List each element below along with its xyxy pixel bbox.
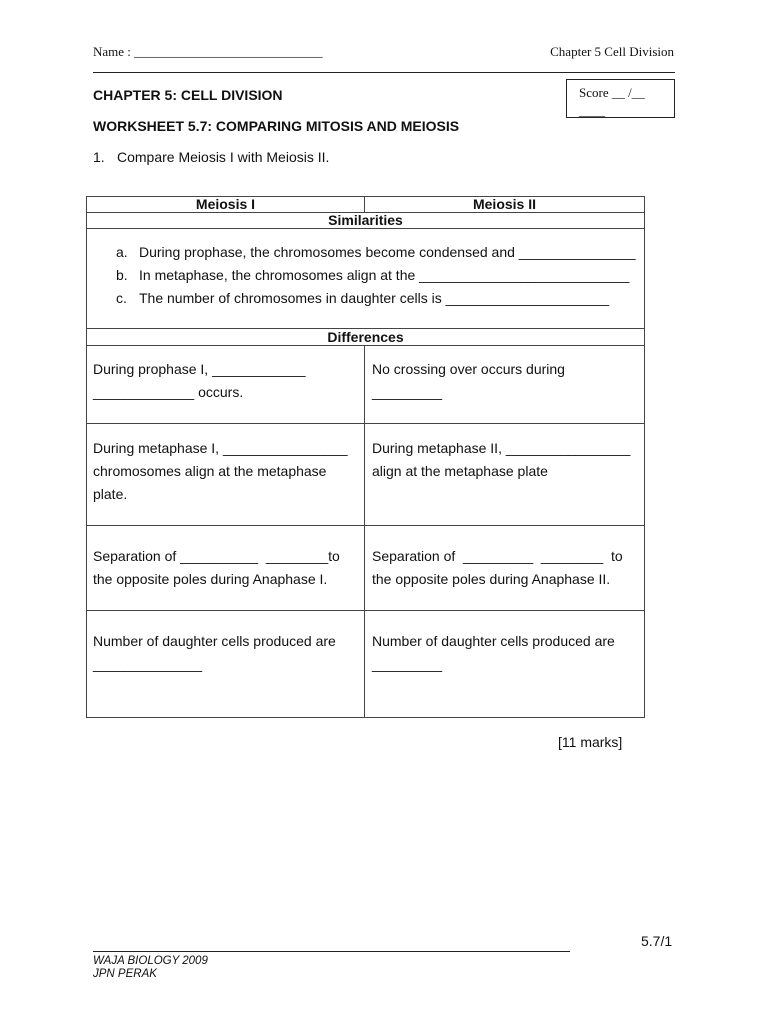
cell-line: Number of daughter cells produced are [93,633,336,649]
running-header-chapter: Chapter 5 Cell Division [550,44,674,59]
cell-line: the opposite poles during Anaphase I. [93,571,328,587]
meiosis-2-cell [365,611,644,717]
cell-line: Separation of __________ ________to [93,548,340,564]
column-header-meiosis-2: Meiosis II [472,196,537,212]
cell-line: No crossing over occurs during [372,361,565,377]
name-field-label: Name : _____________________________ [93,44,323,59]
score-line-1: Score __ /__ [579,85,645,100]
differences-heading-row [87,329,644,346]
cell-line: align at the metaphase plate [372,463,548,479]
similarities-list [87,229,644,329]
cell-line: _____________ occurs. [93,384,244,400]
cell-line: Number of daughter cells produced are [372,633,615,649]
worksheet-title: WORKSHEET 5.7: COMPARING MITOSIS AND MEIOSIS [93,118,460,134]
cell-line: plate. [93,486,128,502]
meiosis-1-cell [87,346,365,423]
list-item [116,287,644,310]
meiosis-2-cell [365,424,644,525]
meiosis-2-cell [365,346,644,423]
list-marker: b. [116,267,128,283]
question-number: 1. [93,149,105,165]
list-item [116,264,644,287]
meiosis-1-cell [87,424,365,525]
list-item [116,241,644,264]
table-row [87,611,644,717]
differences-heading: Differences [327,329,404,345]
list-item-text: The number of chromosomes in daughter cells is _____________________ [139,290,610,306]
cell-line: the opposite poles during Anaphase II. [372,571,611,587]
meiosis-1-cell [87,611,365,717]
cell-line: ______________ [93,656,203,672]
footer-line-2: JPN PERAK [93,968,157,980]
total-marks: [11 marks] [558,734,623,750]
chapter-title: CHAPTER 5: CELL DIVISION [93,87,283,103]
score-line-2: ____ [579,103,605,118]
table-header-row [87,197,644,213]
table-row [87,424,644,526]
cell-line: _________ [372,656,443,672]
cell-line: Separation of _________ ________ to [372,548,623,564]
cell-line: During metaphase II, ________________ [372,440,631,456]
meiosis-1-cell [87,526,365,610]
question-text: Compare Meiosis I with Meiosis II. [117,149,330,165]
similarities-heading: Similarities [328,212,403,228]
comparison-table [86,196,645,718]
header-rule [93,72,675,73]
column-header-meiosis-1: Meiosis I [87,197,365,212]
similarities-heading-row [87,213,644,229]
list-item-text: During prophase, the chromosomes become condensed and _______________ [139,244,636,260]
list-marker: a. [116,244,128,260]
cell-line: chromosomes align at the metaphase [93,463,327,479]
table-row [87,526,644,611]
footer-rule [93,951,570,952]
list-item-text: In metaphase, the chromosomes align at the ___________________________ [139,267,630,283]
meiosis-2-cell [365,526,644,610]
page-number: 5.7/1 [641,933,673,949]
footer-line-1: WAJA BIOLOGY 2009 [93,955,208,967]
cell-line: During prophase I, ____________ [93,361,306,377]
cell-line: During metaphase I, ________________ [93,440,348,456]
list-marker: c. [116,290,127,306]
table-row [87,346,644,424]
cell-line: _________ [372,384,443,400]
score-box [566,79,675,118]
